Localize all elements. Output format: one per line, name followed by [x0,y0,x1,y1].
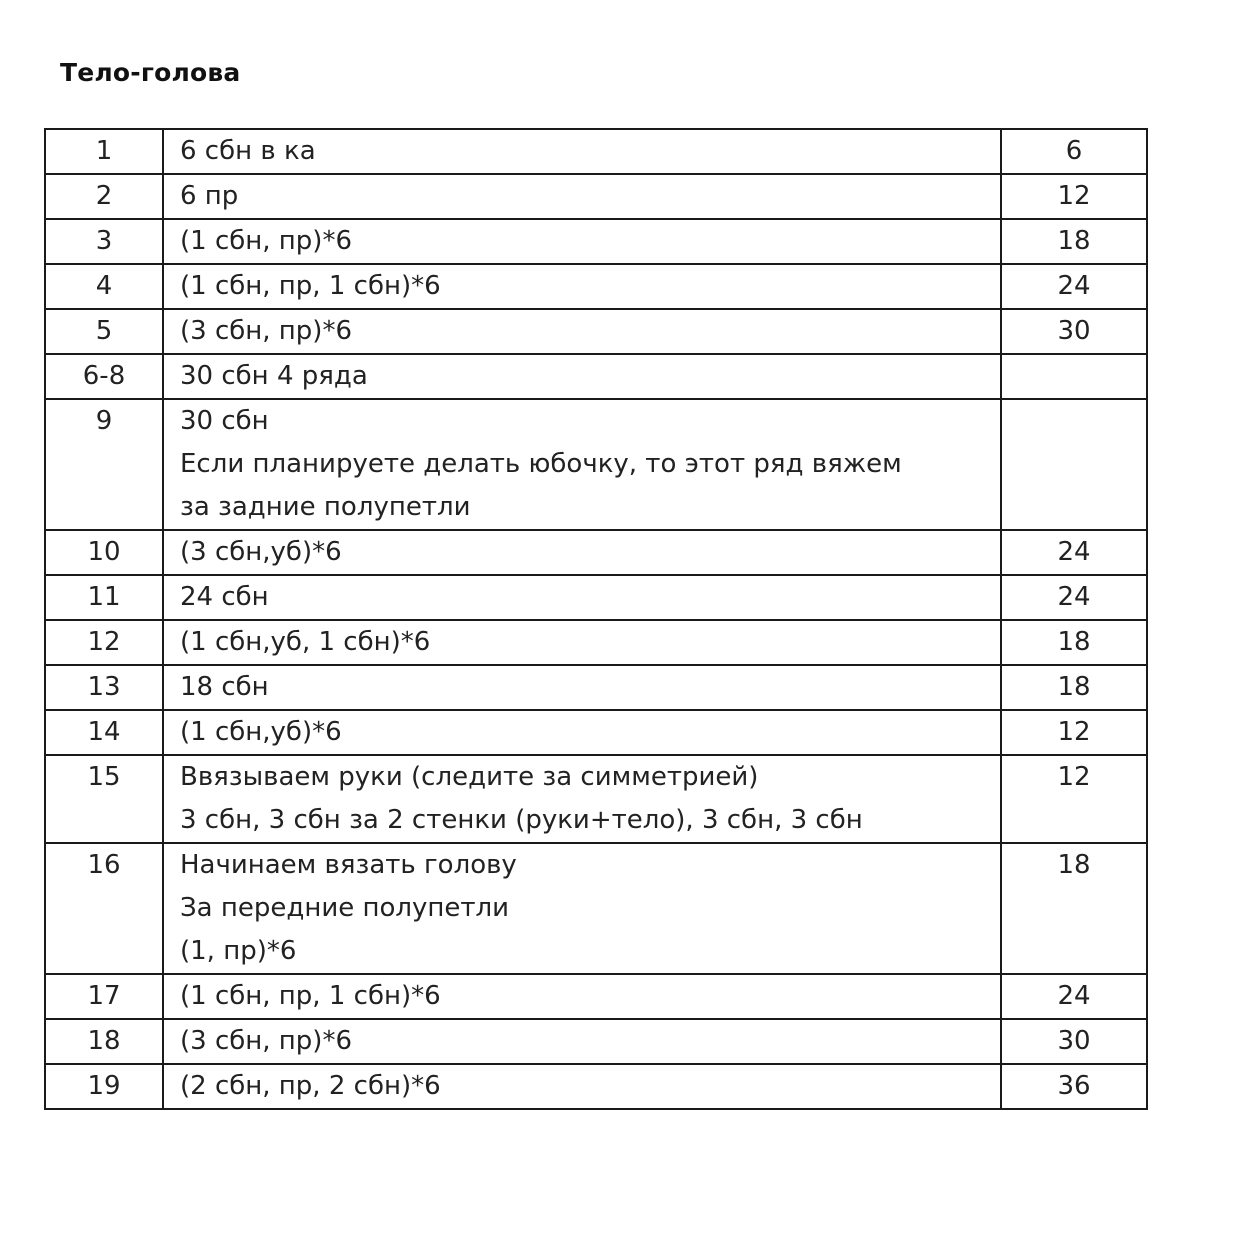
row-instruction-cell [163,843,1001,974]
row-number-cell: 6-8 [45,354,163,399]
row-instruction-cell [163,974,1001,1019]
instruction-line: (1 сбн, пр, 1 сбн)*6 [180,271,441,301]
row-number-cell: 14 [45,710,163,755]
row-instruction-cell [163,1064,1001,1109]
stitch-count-cell: 36 [1001,1064,1147,1109]
row-instruction-cell [163,620,1001,665]
stitch-count-cell [1001,354,1147,399]
stitch-count-cell: 18 [1001,620,1147,665]
stitch-count-cell: 30 [1001,1019,1147,1064]
table-row [45,575,1147,620]
instruction-line: За передние полупетли [180,893,510,923]
instruction-line: (2 сбн, пр, 2 сбн)*6 [180,1071,441,1101]
stitch-count-cell: 18 [1001,843,1147,974]
table-row [45,620,1147,665]
instruction-line: (1 сбн, пр, 1 сбн)*6 [180,981,441,1011]
row-number-cell: 4 [45,264,163,309]
row-instruction-cell [163,755,1001,843]
row-instruction-cell [163,665,1001,710]
instruction-line: 3 сбн, 3 сбн за 2 стенки (руки+тело), 3 сбн, 3 сбн [180,805,863,835]
row-instruction-cell [163,1019,1001,1064]
row-instruction-cell [163,530,1001,575]
instruction-line: (3 сбн,уб)*6 [180,537,342,567]
row-number-cell: 18 [45,1019,163,1064]
page-title: Тело-голова [60,58,241,87]
row-instruction-cell [163,174,1001,219]
table-row [45,665,1147,710]
instruction-line: (1 сбн,уб)*6 [180,717,342,747]
instruction-line: Ввязываем руки (следите за симметрией) [180,762,759,792]
stitch-count-cell: 12 [1001,755,1147,843]
instruction-line: (3 сбн, пр)*6 [180,1026,352,1056]
row-instruction-cell [163,129,1001,174]
row-number-cell: 16 [45,843,163,974]
row-number-cell: 1 [45,129,163,174]
pattern-table [44,128,1148,1110]
table-row [45,974,1147,1019]
table-row [45,129,1147,174]
instruction-line: 30 сбн 4 ряда [180,361,368,391]
row-number-cell: 3 [45,219,163,264]
stitch-count-cell: 24 [1001,575,1147,620]
instruction-line: 24 сбн [180,582,269,612]
table-row [45,354,1147,399]
instruction-line: 30 сбн [180,406,269,436]
row-number-cell: 10 [45,530,163,575]
table-row [45,309,1147,354]
row-number-cell: 17 [45,974,163,1019]
instruction-line: Начинаем вязать голову [180,850,517,880]
row-number-cell: 5 [45,309,163,354]
row-instruction-cell [163,219,1001,264]
instruction-line: за задние полупетли [180,492,471,522]
row-instruction-cell [163,354,1001,399]
instruction-line: (1 сбн, пр)*6 [180,226,352,256]
instruction-line: (1 сбн,уб, 1 сбн)*6 [180,627,431,657]
stitch-count-cell: 24 [1001,264,1147,309]
table-row [45,1064,1147,1109]
table-row [45,710,1147,755]
row-number-cell: 2 [45,174,163,219]
table-row [45,399,1147,530]
stitch-count-cell: 12 [1001,174,1147,219]
instruction-line: 6 пр [180,181,239,211]
stitch-count-cell: 18 [1001,219,1147,264]
instruction-line: 6 сбн в ка [180,136,316,166]
stitch-count-cell: 24 [1001,974,1147,1019]
instruction-line: (1, пр)*6 [180,936,297,966]
row-number-cell: 11 [45,575,163,620]
stitch-count-cell: 18 [1001,665,1147,710]
stitch-count-cell [1001,399,1147,530]
table-row [45,264,1147,309]
pattern-table-body [45,129,1147,1109]
stitch-count-cell: 24 [1001,530,1147,575]
row-number-cell: 13 [45,665,163,710]
table-row [45,1019,1147,1064]
row-instruction-cell [163,309,1001,354]
instruction-line: Если планируете делать юбочку, то этот ряд вяжем [180,449,902,479]
table-row [45,174,1147,219]
row-number-cell: 19 [45,1064,163,1109]
instruction-line: (3 сбн, пр)*6 [180,316,352,346]
row-number-cell: 15 [45,755,163,843]
stitch-count-cell: 6 [1001,129,1147,174]
row-instruction-cell [163,264,1001,309]
row-instruction-cell [163,575,1001,620]
row-number-cell: 12 [45,620,163,665]
table-row [45,219,1147,264]
stitch-count-cell: 30 [1001,309,1147,354]
table-row [45,843,1147,974]
row-number-cell: 9 [45,399,163,530]
stitch-count-cell: 12 [1001,710,1147,755]
table-row [45,755,1147,843]
row-instruction-cell [163,710,1001,755]
instruction-line: 18 сбн [180,672,269,702]
row-instruction-cell [163,399,1001,530]
table-row [45,530,1147,575]
